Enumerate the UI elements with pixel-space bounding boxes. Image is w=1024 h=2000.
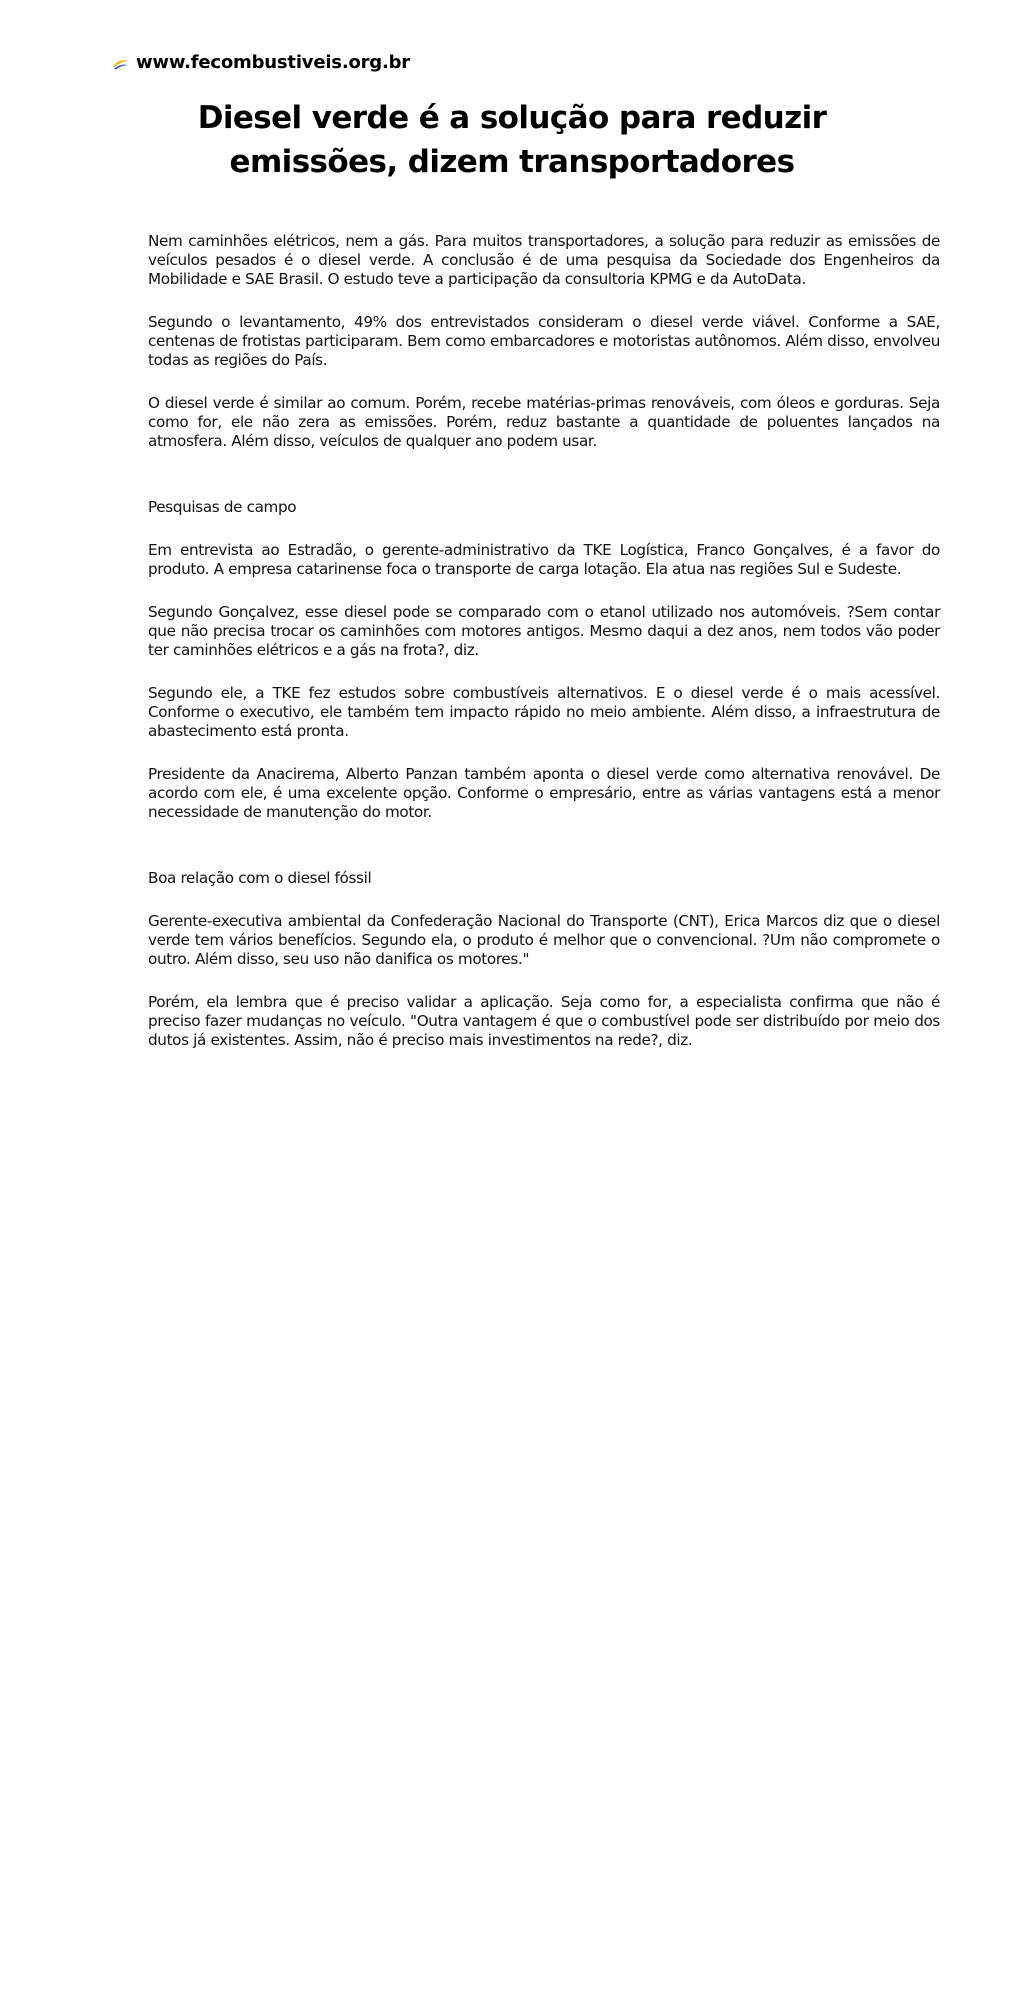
section-heading-boa-relacao: Boa relação com o diesel fóssil	[148, 869, 372, 887]
article-paragraph: Segundo Gonçalvez, esse diesel pode se comparado com o etanol utilizado nos automóveis. ?Sem contar que não precisa trocar os caminhões com motores antigos. Mesmo daqui a dez anos, nem todos vão poder ter caminhões elétricos e a gás na frota?, diz.	[148, 603, 940, 659]
article-title: Diesel verde é a solução para reduzir emissões, dizem transportadores	[197, 100, 827, 180]
site-name[interactable]: www.fecombustiveis.org.br	[136, 52, 410, 73]
article-paragraph: Em entrevista ao Estradão, o gerente-administrativo da TKE Logística, Franco Gonçalves, é a favor do produto. A empresa catarinense foca o transporte de carga lotação. Ela atua nas regiões Sul e Sudeste.	[148, 541, 940, 578]
article-body	[148, 232, 940, 1074]
section-heading-pesquisas: Pesquisas de campo	[148, 498, 297, 516]
article-paragraph: Presidente da Anacirema, Alberto Panzan também aponta o diesel verde como alternativa renovável. De acordo com ele, é uma excelente opção. Conforme o empresário, entre as várias vantagens está a menor necessidade de manutenção do motor.	[148, 765, 940, 821]
article-paragraph: Segundo ele, a TKE fez estudos sobre combustíveis alternativos. E o diesel verde é o mais acessível. Conforme o executivo, ele também tem impacto rápido no meio ambiente. Além disso, a infraestrutura de abastecimento está pronta.	[148, 684, 940, 740]
article-paragraph: Porém, ela lembra que é preciso validar a aplicação. Seja como for, a especialista confirma que não é preciso fazer mudanças no veículo. "Outra vantagem é que o combustível pode ser distribuído por meio dos dutos já existentes. Assim, não é preciso mais investimentos na rede?, diz.	[148, 993, 940, 1049]
article-paragraph: Segundo o levantamento, 49% dos entrevistados consideram o diesel verde viável. Conforme a SAE, centenas de frotistas participaram. Bem como embarcadores e motoristas autônomos. Além disso, envolveu todas as regiões do País.	[148, 313, 940, 369]
flame-swoosh-icon	[112, 56, 130, 70]
article-paragraph: Nem caminhões elétricos, nem a gás. Para muitos transportadores, a solução para reduzir as emissões de veículos pesados é o diesel verde. A conclusão é de uma pesquisa da Sociedade dos Engenheiros da Mobilidade e SAE Brasil. O estudo teve a participação da consultoria KPMG e da AutoData.	[148, 232, 940, 288]
article-paragraph: O diesel verde é similar ao comum. Porém, recebe matérias-primas renováveis, com óleos e gorduras. Seja como for, ele não zera as emissões. Porém, reduz bastante a quantidade de poluentes lançados na atmosfera. Além disso, veículos de qualquer ano podem usar.	[148, 394, 940, 450]
article-paragraph: Gerente-executiva ambiental da Confederação Nacional do Transporte (CNT), Erica Marcos diz que o diesel verde tem vários benefícios. Segundo ela, o produto é melhor que o convencional. ?Um não compromete o outro. Além disso, seu uso não danifica os motores."	[148, 912, 940, 968]
site-header	[112, 52, 410, 73]
